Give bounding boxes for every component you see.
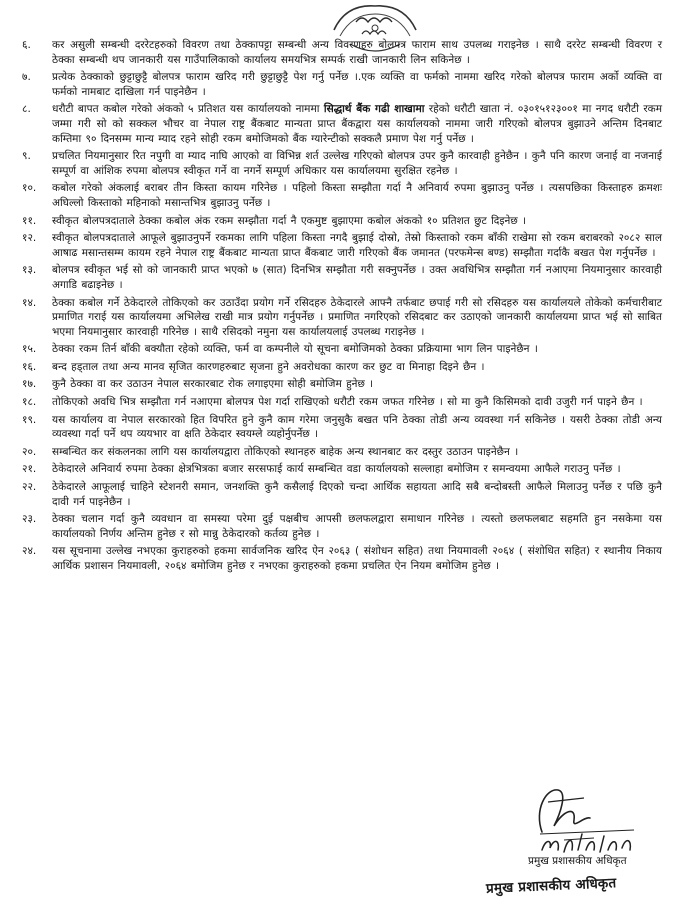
list-item xyxy=(10,413,662,442)
item-number: ६. xyxy=(22,39,31,51)
list-item xyxy=(10,102,662,146)
list-item xyxy=(10,544,662,573)
item-number: २३. xyxy=(22,513,37,526)
item-text: ठेकेदारले आफूलाई चाहिने स्टेशनरी समान, जनशक्ति कुनै कसैलाई दिएको चन्दा आर्थिक सहायता आदि सबै बन्दोबस्ती आफैले मिलाउनु पर्नेछ र पछि कुनै दावी गर्न पाइनेछैन । xyxy=(52,481,662,508)
item-number: १९. xyxy=(22,413,37,426)
item-number: ८. xyxy=(22,103,31,116)
list-item xyxy=(10,462,662,477)
item-number: २२. xyxy=(22,481,37,494)
list-item xyxy=(10,214,662,229)
item-text: बन्द हड्ताल तथा अन्य मानव सृजित कारणहरुबाट सृजना हुने अवरोधका कारण कर छुट वा मिनाहा दिइने छैन । xyxy=(52,360,485,373)
list-item xyxy=(10,231,662,260)
list-item xyxy=(10,296,662,340)
item-number: ७. xyxy=(22,71,31,84)
item-number: १३. xyxy=(22,264,37,277)
officer-stamp: प्रमुख प्रशासकीय अधिकृत xyxy=(485,875,617,897)
list-item xyxy=(10,149,662,178)
signature-block xyxy=(480,780,675,910)
list-item xyxy=(10,342,662,357)
item-text: सम्बन्धित कर संकलनका लागि यस कार्यालयद्वारा तोकिएको स्थानहरु बाहेक अन्य स्थानबाट कर दस्तुर उठाउन पाइनेछैन । xyxy=(52,445,519,458)
item-text: स्वीकृत बोलपत्रदाताले आफूले बुझाउनुपर्ने रकमका लागि पहिला किस्ता नगदै बुझाई दोस्रो, तेस्रो किस्ताको रकम बाँकी राखेमा सो रकम बराबरको २०८२ साल आषाढ मसान्तसम्म कायम रहने नेपाल राष्ट्र बैंकबाट मान्यता प्राप्त बैंकबाट जारी गरिएको बैंक जमानत (परफमेन्स बण्ड) सम्झौता गर्दाकै बखत पेश गर्नुपर्नेछ । xyxy=(52,232,662,259)
item-number: ११. xyxy=(22,214,37,227)
item-text: कबोल गरेको अंकलाई बराबर तीन किस्ता कायम गरिनेछ । पहिलो किस्ता सम्झौता गर्दा नै अनिवार्य रुपमा बुझाउनु पर्नेछ । त्यसपछिका किस्ताहरु क्रमशः अघिल्लो किस्ताको महिनाको मसान्तभित्र बुझाउनु पर्नेछ । xyxy=(52,182,662,209)
item-number: १४. xyxy=(22,296,37,309)
item-text: तोकिएको अवधि भित्र सम्झौता गर्न नआएमा बोलपत्र पेश गर्दा राखिएको धरौटी रकम जफत गरिनेछ । सो मा कुनै किसिमको दावी उजुरी गर्न पाइने छैन । xyxy=(52,396,643,409)
item-number: २०. xyxy=(22,445,37,458)
item-text: ठेक्का चलान गर्दा कुनै व्यवधान वा समस्या परेमा दुई पक्षबीच आपसी छलफलद्वारा समाधान गरिनेछ । त्यस्तो छलफलबाट सहमति हुन नसकेमा यस कार्यालयको निर्णय अन्तिम हुनेछ र सो मान्नु ठेकेदारको कर्तव्य हुनेछ । xyxy=(52,513,662,540)
bank-branch-name: सिद्धार्थ बैंक गढी शाखामा xyxy=(323,103,425,116)
terms-list xyxy=(10,38,662,577)
item-text: कर असुली सम्बन्धी दररेटहरुको विवरण तथा ठेक्कापट्टा सम्बन्धी अन्य विवरणहरु बोलपत्र फाराम साथ उपलब्ध गराइनेछ । साथै दररेट सम्बन्धी विवरण र ठेक्का सम्बन्धी थप जानकारी यस गाउँपालिकाको कार्यालय समयभित्र सम्पर्क राखी जानकारी लिन सकिनेछ । xyxy=(52,39,662,66)
list-item xyxy=(10,445,662,460)
item-text-part: धरौटी बापत कबोल गरेको अंकको ५ प्रतिशत यस कार्यालयको नाममा xyxy=(52,103,324,116)
item-text-part: रहेको धरौटी खाता नं. ०३०१५१२३००१ मा नगद धरौटी रकम जम्मा गरी सो को सक्कल भौचर वा नेपाल राष्ट्र बैंकबाट मान्यता प्राप्त बैंकद्वारा यस कार्यालयको नाममा जारी गरिएको बोलपत्र बुझाउने अन्तिम दिनबाट कम्तिमा ९० दिनसम्म मान्य म्याद रहने सोही रकम बमोजिमको बैंक ग्यारेन्टीको सक्कलै प्रमाण पेश गर्नु पर्नेछ । xyxy=(52,103,662,145)
list-item xyxy=(10,181,662,210)
item-number: ९. xyxy=(22,150,31,163)
list-item xyxy=(10,360,662,375)
item-text xyxy=(52,102,662,146)
item-number: १०. xyxy=(22,182,37,195)
item-number: १५. xyxy=(22,343,37,356)
item-text: बोलपत्र स्वीकृत भई सो को जानकारी प्राप्त भएको ७ (सात) दिनभित्र सम्झौता गरी सक्नुपर्नेछ । उक्त अवधिभित्र सम्झौता गर्न नआएमा नियमानुसार कारवाही अगाडि बढाइनेछ । xyxy=(52,264,662,291)
item-text: ठेक्का रकम तिर्न बाँकी बक्यौता रहेको व्यक्ति, फर्म वा कम्पनीले यो सूचना बमोजिमको ठेक्का प्रक्रियामा भाग लिन पाइनेछैन । xyxy=(52,343,538,356)
item-text: कुनै ठेक्का वा कर उठाउन नेपाल सरकारबाट रोक लगाइएमा सोही बमोजिम हुनेछ । xyxy=(52,378,374,391)
list-item xyxy=(10,70,662,99)
list-item xyxy=(10,38,662,67)
item-text: यस सूचनामा उल्लेख नभएका कुराहरुको हकमा सार्वजनिक खरिद ऐन २०६३ ( संशोधन सहित) तथा नियमावली २०६४ ( संशोधित सहित) र स्थानीय निकाय आर्थिक प्रशासन नियमावली, २०६४ बमोजिम हुनेछ र नभएका कुराहरुको हकमा प्रचलित ऐन नियम बमोजिम हुनेछ । xyxy=(52,545,662,572)
item-text: स्वीकृत बोलपत्रदाताले ठेक्का कबोल अंक रकम सम्झौता गर्दा नै एकमुष्ट बुझाएमा कबोल अंकको १० प्रतिशत छुट दिइनेछ । xyxy=(52,214,527,227)
item-text: ठेकेदारले अनिवार्य रुपमा ठेक्का क्षेत्रभित्रका बजार सरसफाई कार्य सम्बन्धित वडा कार्यालयको सल्लाहा बमोजिम र समन्वयमा आफैले गराउनु पर्नेछ । xyxy=(52,463,621,476)
list-item xyxy=(10,263,662,292)
item-text: ठेक्का कबोल गर्ने ठेकेदारले तोकिएको कर उठाउँदा प्रयोग गर्ने रसिदहरु ठेकेदारले आफ्नै तर्फबाट छपाई गरी सो रसिदहरु यस कार्यालयले तोकेको कर्मचारीबाट प्रमाणित गराई यस कार्यालयमा अभिलेख राखी मात्र प्रयोग गर्नुपर्नेछ । प्रमाणित नगरिएको रसिदबाट कर उठाएको जानकारी कार्यालयमा प्राप्त भई सो साबित भएमा नियमानुसार कारवाही गरिनेछ । साथै रसिदको नमुना यस कार्यालयलाई उपलब्ध गराइनेछ । xyxy=(52,296,662,338)
item-number: २१. xyxy=(22,463,37,476)
officer-title: प्रमुख प्रशासकीय अधिकृत xyxy=(528,855,627,867)
list-item xyxy=(10,512,662,541)
list-item xyxy=(10,377,662,392)
item-number: १६. xyxy=(22,360,37,373)
item-text: यस कार्यालय वा नेपाल सरकारको हित विपरित हुने कुनै काम गरेमा जनुसुकै बखत पनि ठेक्का तोडी अन्य व्यवस्था गर्न सकिनेछ । यसरी ठेक्का तोडी अन्य व्यवस्था गर्दा पर्ने थप व्ययभार वा क्षति ठेकेदार स्वयम्ले व्यहोर्नुपर्नेछ । xyxy=(52,413,662,441)
item-text: प्रचलित नियमानुसार रित नपुगी वा म्याद नाघि आएको वा विभिन्न शर्त उल्लेख गरिएको बोलपत्र उपर कुनै कारवाही हुनेछैन । कुनै पनि कारण जनाई वा नजनाई सम्पूर्ण वा आंशिक रुपमा बोलपत्र स्वीकृत गर्ने वा नगर्ने सम्पूर्ण अधिकार यस कार्यालयमा सुरक्षित रहनेछ । xyxy=(52,150,662,177)
list-item xyxy=(10,480,662,509)
item-number: २४. xyxy=(22,545,37,558)
list-item xyxy=(10,395,662,410)
item-number: १८. xyxy=(22,396,37,409)
item-number: १२. xyxy=(22,232,37,245)
item-number: १७. xyxy=(22,378,37,391)
item-text: प्रत्येक ठेक्काको छुट्टाछुट्टै बोलपत्र फाराम खरिद गरी छुट्टाछुट्टै पेश गर्नु पर्नेछ ।.एक व्यक्ति वा फर्मको नाममा खरिद गरेको बोलपत्र फाराम अर्को व्यक्ति वा फर्मको नामबाट दाखिला गर्न पाइनेछैन । xyxy=(52,71,662,98)
